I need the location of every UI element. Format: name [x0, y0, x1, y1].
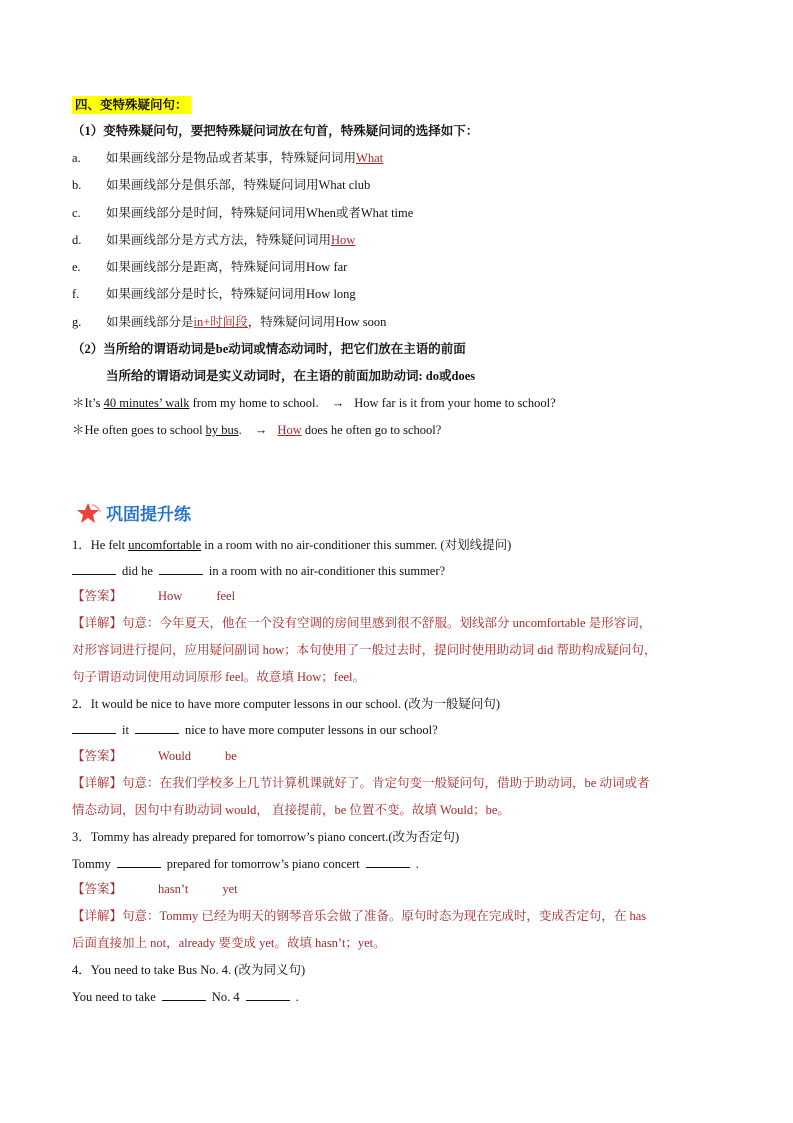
- detail-2-line-2: 情态动词，因句中有助动词 would， 直接提前，be 位置不变。故填 Would；be。: [72, 803, 510, 817]
- answer-blank[interactable]: [72, 563, 116, 575]
- rule-1: （1）变特殊疑问句，要把特殊疑问词放在句首，特殊疑问词的选择如下：: [72, 124, 479, 138]
- detail-1-line-2: 对形容词进行提问，应用疑问副词 how；本句使用了一般过去时，提问时使用助动词 did 帮助构成疑问句，: [72, 643, 657, 657]
- list-item: f. 如果画线部分是时长，特殊疑问词用How long: [72, 287, 356, 301]
- question-2: 2．It would be nice to have more computer lessons in our school. (改为一般疑问句): [72, 697, 501, 711]
- answer-blank[interactable]: [72, 722, 116, 734]
- answer-3: 【答案】 hasn’t yet: [72, 882, 238, 896]
- detail-3-line-2: 后面直接加上 not，already 要变成 yet。故填 hasn’t；yet。: [72, 936, 386, 950]
- answer-blank[interactable]: [366, 856, 410, 868]
- answer-blank[interactable]: [162, 989, 206, 1001]
- practice-title: 巩固提升练: [76, 500, 191, 525]
- question-3-blank-line: Tommy prepared for tomorrow’s piano concert .: [72, 857, 419, 871]
- answer-1: 【答案】 How feel: [72, 589, 236, 603]
- list-item: e. 如果画线部分是距离，特殊疑问词用How far: [72, 260, 348, 274]
- example-1: ＊It’s 40 minutes’ walk from my home to school. → How far is it from your home to school?: [72, 396, 556, 410]
- question-2-blank-line: it nice to have more computer lessons in our school?: [72, 722, 438, 738]
- list-item: d. 如果画线部分是方式方法，特殊疑问词用How: [72, 233, 356, 247]
- detail-3: 【详解】句意：Tommy 已经为明天的钢琴音乐会做了准备。原句时态为现在完成时，变成否定句，在 has: [72, 909, 647, 923]
- list-item: g. 如果画线部分是in+时间段，特殊疑问词用How soon: [72, 315, 387, 329]
- example-2: ＊He often goes to school by bus. → How does he often go to school?: [72, 423, 442, 437]
- detail-2: 【详解】句意：在我们学校多上几节计算机课就好了。肯定句变一般疑问句，借助于助动词，be 动词或者: [72, 776, 650, 790]
- question-4: 4．You need to take Bus No. 4. (改为同义句): [72, 963, 306, 977]
- question-3: 3．Tommy has already prepared for tomorrow’s piano concert.(改为否定句): [72, 830, 460, 844]
- answer-2: 【答案】 Would be: [72, 749, 237, 763]
- question-1: 1．He felt uncomfortable in a room with no air-conditioner this summer. (对划线提问): [72, 538, 512, 552]
- answer-blank[interactable]: [135, 722, 179, 734]
- list-item: c. 如果画线部分是时间，特殊疑问词用When或者What time: [72, 206, 414, 220]
- star-icon: [76, 502, 102, 524]
- detail-1-line-3: 句子谓语动词使用动词原形 feel。故意填 How；feel。: [72, 670, 366, 684]
- answer-blank[interactable]: [117, 856, 161, 868]
- list-item: b. 如果画线部分是俱乐部，特殊疑问词用What club: [72, 178, 371, 192]
- question-1-blank-line: did he in a room with no air-conditioner this summer?: [72, 563, 445, 579]
- rule-2a: （2）当所给的谓语动词是be动词或情态动词时，把它们放在主语的前面: [72, 342, 466, 356]
- answer-blank[interactable]: [246, 989, 290, 1001]
- rule-2b: 当所给的谓语动词是实义动词时，在主语的前面加助动词: do或does: [106, 369, 476, 383]
- question-4-blank-line: You need to take No. 4 .: [72, 990, 299, 1004]
- detail-1: 【详解】句意：今年夏天，他在一个没有空调的房间里感到很不舒服。划线部分 uncomfortable 是形容词，: [72, 616, 652, 630]
- section-heading: 四、变特殊疑问句：: [72, 95, 191, 114]
- answer-blank[interactable]: [159, 563, 203, 575]
- list-item: a. 如果画线部分是物品或者某事，特殊疑问词用What: [72, 151, 384, 165]
